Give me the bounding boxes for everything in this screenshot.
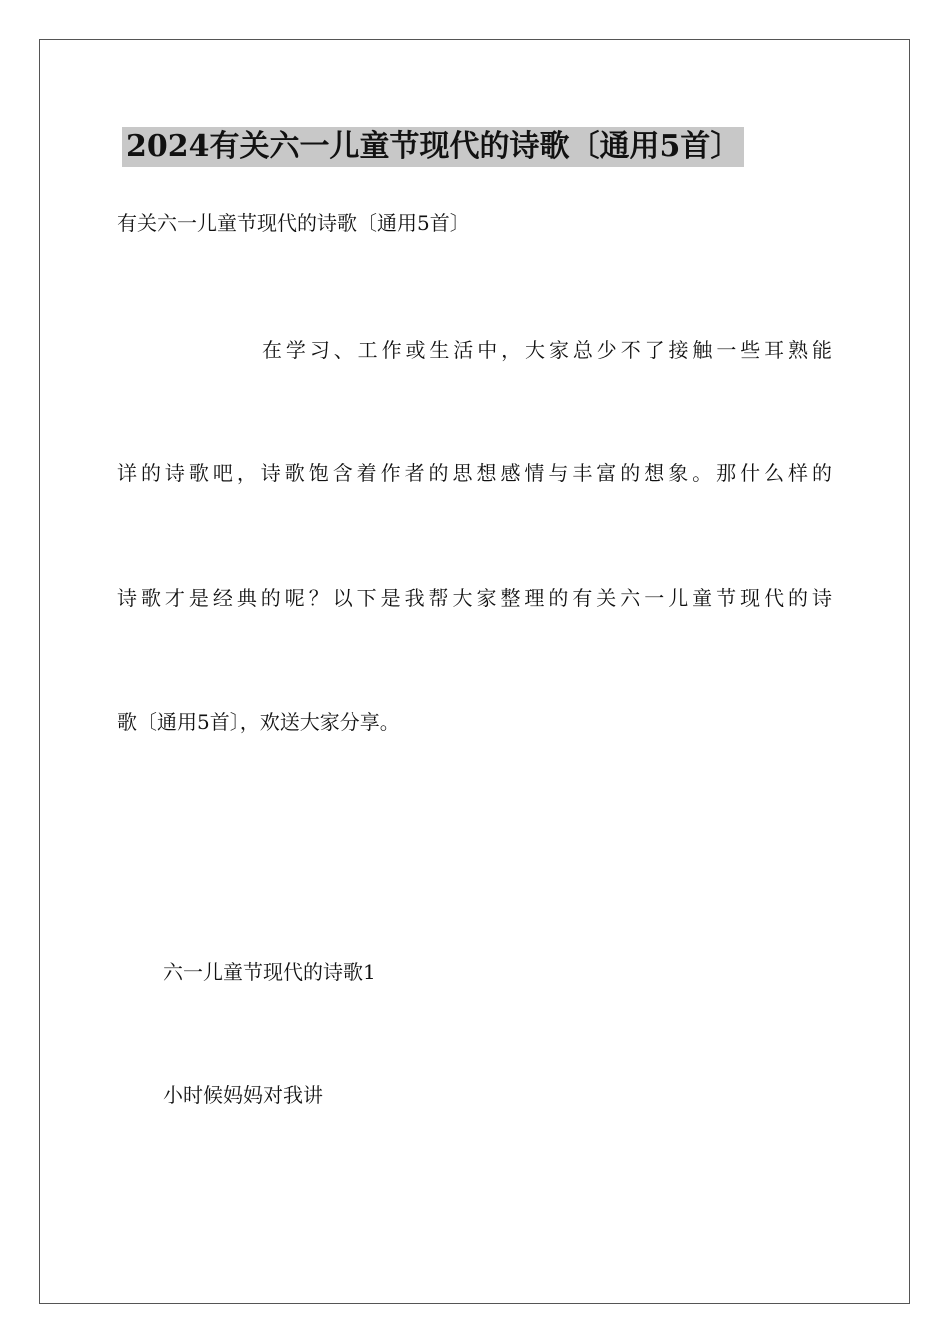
document-subtitle: 有关六一儿童节现代的诗歌〔通用5首〕 bbox=[117, 211, 470, 235]
intro-line-1: 在学习、工作或生活中，大家总少不了接触一些耳熟能 bbox=[262, 338, 832, 362]
intro-line-3: 诗歌才是经典的呢？以下是我帮大家整理的有关六一儿童节现代的诗 bbox=[117, 586, 832, 610]
poem-heading: 六一儿童节现代的诗歌1 bbox=[163, 960, 376, 984]
intro-line-4: 歌〔通用5首〕，欢送大家分享。 bbox=[117, 710, 400, 734]
intro-line-2: 详的诗歌吧，诗歌饱含着作者的思想感情与丰富的想象。那什么样的 bbox=[117, 461, 832, 485]
document-title: 2024有关六一儿童节现代的诗歌〔通用5首〕 bbox=[122, 127, 744, 167]
poem-line-1: 小时候妈妈对我讲 bbox=[163, 1083, 323, 1107]
